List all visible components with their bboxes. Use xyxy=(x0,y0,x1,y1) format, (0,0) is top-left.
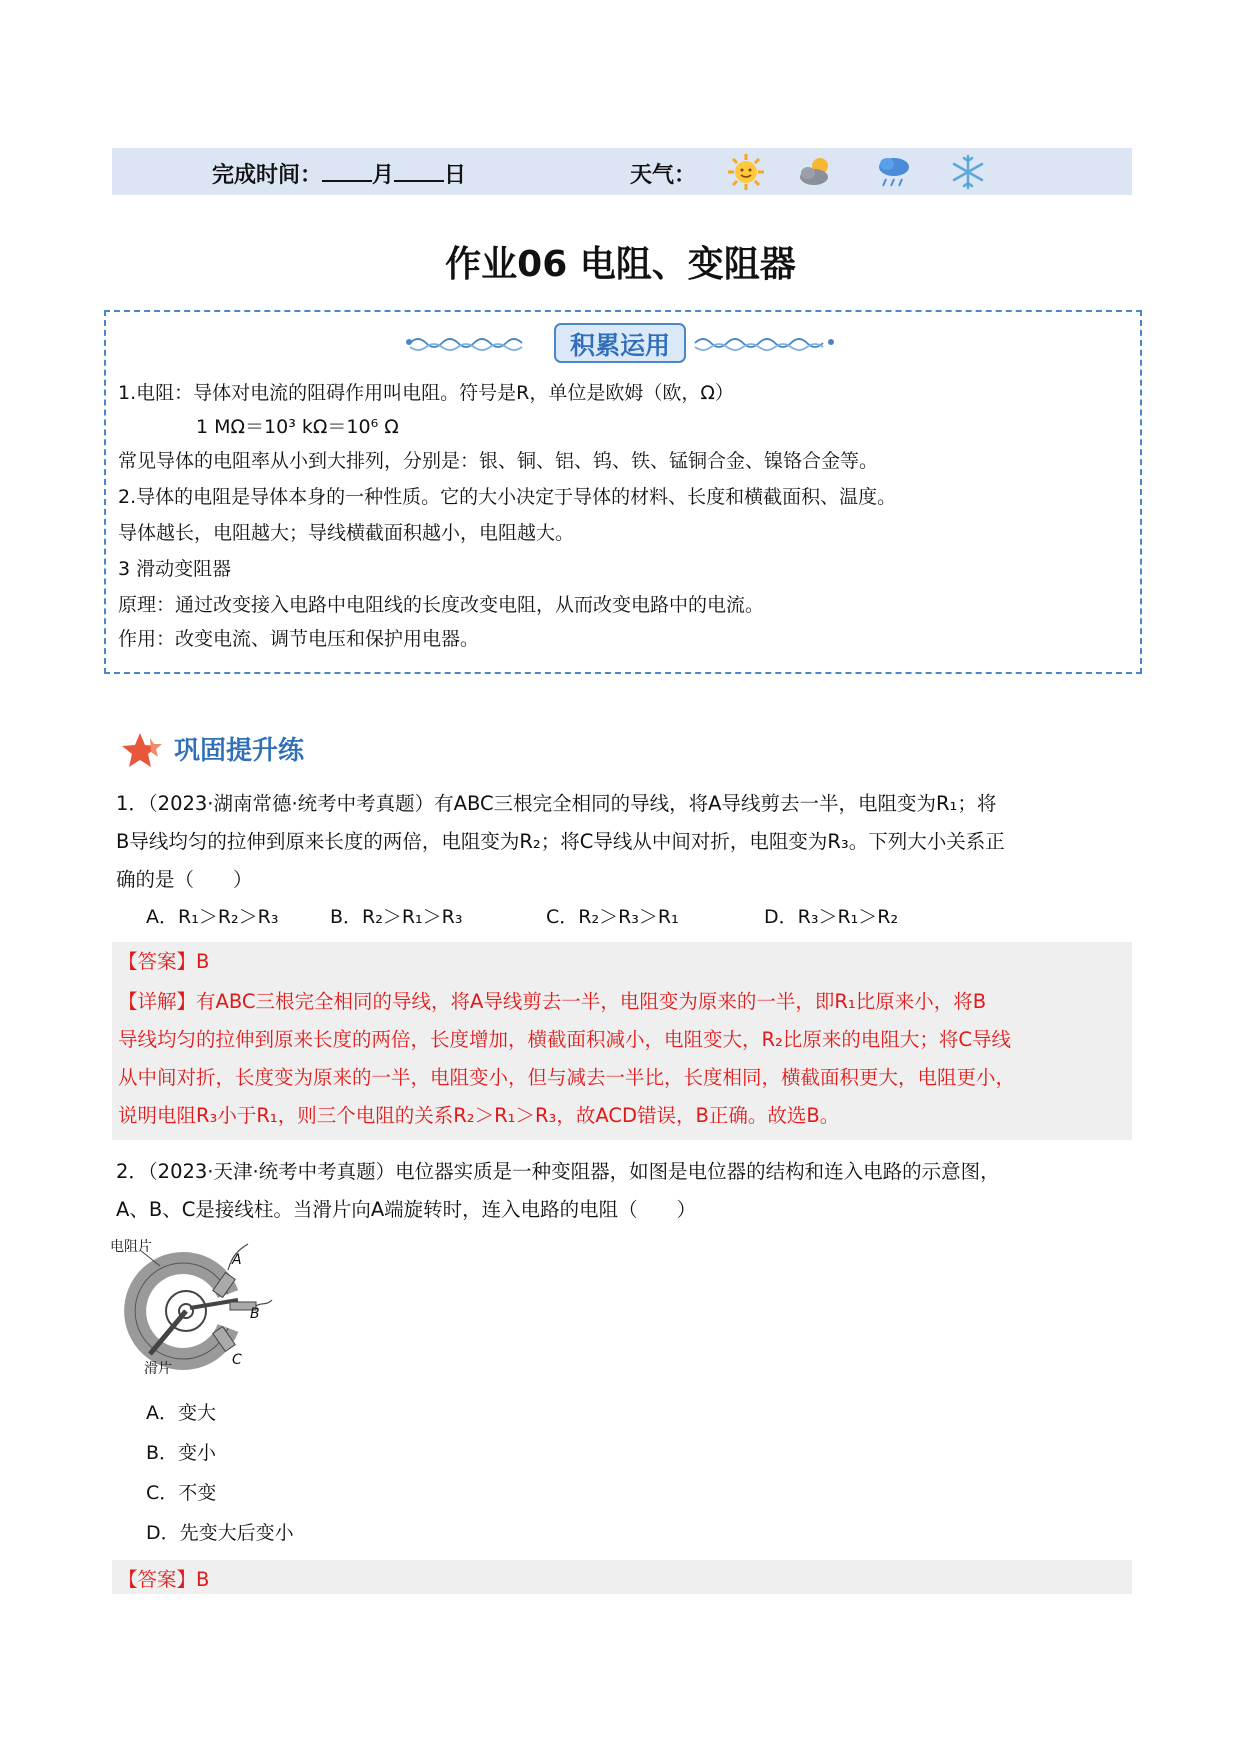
month-label: 月 xyxy=(372,163,395,188)
day-label: 日 xyxy=(444,163,467,188)
figure-label-b: B xyxy=(250,1306,260,1322)
figure-label-slider: 滑片 xyxy=(144,1361,172,1377)
snowflake-icon[interactable] xyxy=(948,152,988,192)
banner-title: 积累运用 xyxy=(569,331,670,360)
figure-label-c: C xyxy=(232,1352,242,1368)
weather-label: 天气： xyxy=(630,163,697,188)
completion-time xyxy=(212,158,466,189)
knowledge-line: 原理：通过改变接入电路中电阻线的长度改变电阻，从而改变电路中的电流。 xyxy=(118,594,765,616)
partly-cloudy-icon[interactable] xyxy=(796,152,836,192)
header-band xyxy=(112,148,1132,195)
star-icon xyxy=(118,730,168,770)
q1-option-a[interactable]: A．R₁＞R₂＞R₃ xyxy=(146,906,279,928)
knowledge-line: 常见导体的电阻率从小到大排列，分别是：银、铜、铝、钨、铁、锰铜合金、镍铬合金等。 xyxy=(118,450,879,472)
q1-line: 1．（2023·湖南常德·统考中考真题）有ABC三根完全相同的导线，将A导线剪去一半，电阻变为R₁；将 xyxy=(116,792,997,815)
q2-option-c[interactable]: C．不变 xyxy=(146,1482,217,1504)
q1-options xyxy=(0,902,1241,934)
knowledge-line: 1.电阻：导体对电流的阻碍作用叫电阻。符号是R，单位是欧姆（欧，Ω） xyxy=(118,382,734,404)
q1-line: 确的是（ ） xyxy=(116,868,253,891)
q1-answer: 【答案】B xyxy=(118,950,210,973)
knowledge-line: 3 滑动变阻器 xyxy=(118,558,232,580)
q1-option-b[interactable]: B．R₂＞R₁＞R₃ xyxy=(330,906,463,928)
q1-option-c[interactable]: C．R₂＞R₃＞R₁ xyxy=(546,906,679,928)
figure-label-a: A xyxy=(232,1252,242,1268)
page-title: 作业06 电阻、变阻器 xyxy=(445,244,796,285)
q2-line: A、B、C是接线柱。当滑片向A端旋转时，连入电路的电阻（ ） xyxy=(116,1198,697,1221)
q2-answer-block xyxy=(112,1560,1132,1594)
q2-line: 2．（2023·天津·统考中考真题）电位器实质是一种变阻器，如图是电位器的结构和连入电路的示意图， xyxy=(116,1160,1000,1183)
q2-option-b[interactable]: B．变小 xyxy=(146,1442,217,1464)
knowledge-line: 作用：改变电流、调节电压和保护用电器。 xyxy=(118,628,480,650)
q1-option-d[interactable]: D．R₃＞R₁＞R₂ xyxy=(764,906,899,928)
sun-icon[interactable] xyxy=(726,152,766,192)
q1-explain-line: 导线均匀的拉伸到原来长度的两倍，长度增加，横截面积减小，电阻变大，R₂比原来的电阻大；将C导线 xyxy=(118,1028,1011,1051)
knowledge-line: 导体越长，电阻越大；导线横截面积越小，电阻越大。 xyxy=(118,522,575,544)
day-blank[interactable] xyxy=(394,162,444,182)
time-label: 完成时间： xyxy=(212,163,323,188)
q2-option-d[interactable]: D．先变大后变小 xyxy=(146,1522,294,1544)
q1-explain-line: 【详解】有ABC三根完全相同的导线，将A导线剪去一半，电阻变为原来的一半，即R₁比原来小，将B xyxy=(118,990,987,1013)
month-blank[interactable] xyxy=(322,162,372,182)
knowledge-line: 1 MΩ＝10³ kΩ＝10⁶ Ω xyxy=(196,416,399,438)
q1-explain-line: 说明电阻R₃小于R₁，则三个电阻的关系R₂＞R₁＞R₃，故ACD错误，B正确。故选B。 xyxy=(118,1104,840,1127)
q1-explain-line: 从中间对折，长度变为原来的一半，电阻变小，但与减去一半比，长度相同，横截面积更大，电阻更小， xyxy=(118,1066,1016,1089)
knowledge-line: 2.导体的电阻是导体本身的一种性质。它的大小决定于导体的材料、长度和横截面积、温度。 xyxy=(118,486,897,508)
figure-label-resistor: 电阻片 xyxy=(110,1239,152,1255)
section-title: 巩固提升练 xyxy=(174,736,305,766)
potentiometer-figure xyxy=(110,1236,280,1376)
q1-answer-block xyxy=(112,942,1132,1140)
knowledge-banner xyxy=(405,320,835,366)
q2-options xyxy=(0,1398,1241,1568)
q2-answer: 【答案】B xyxy=(118,1568,210,1591)
q2-option-a[interactable]: A．变大 xyxy=(146,1402,216,1424)
rain-icon[interactable] xyxy=(874,152,914,192)
q1-line: B导线均匀的拉伸到原来长度的两倍，电阻变为R₂；将C导线从中间对折，电阻变为R₃。下列大小关系正 xyxy=(116,830,1005,853)
